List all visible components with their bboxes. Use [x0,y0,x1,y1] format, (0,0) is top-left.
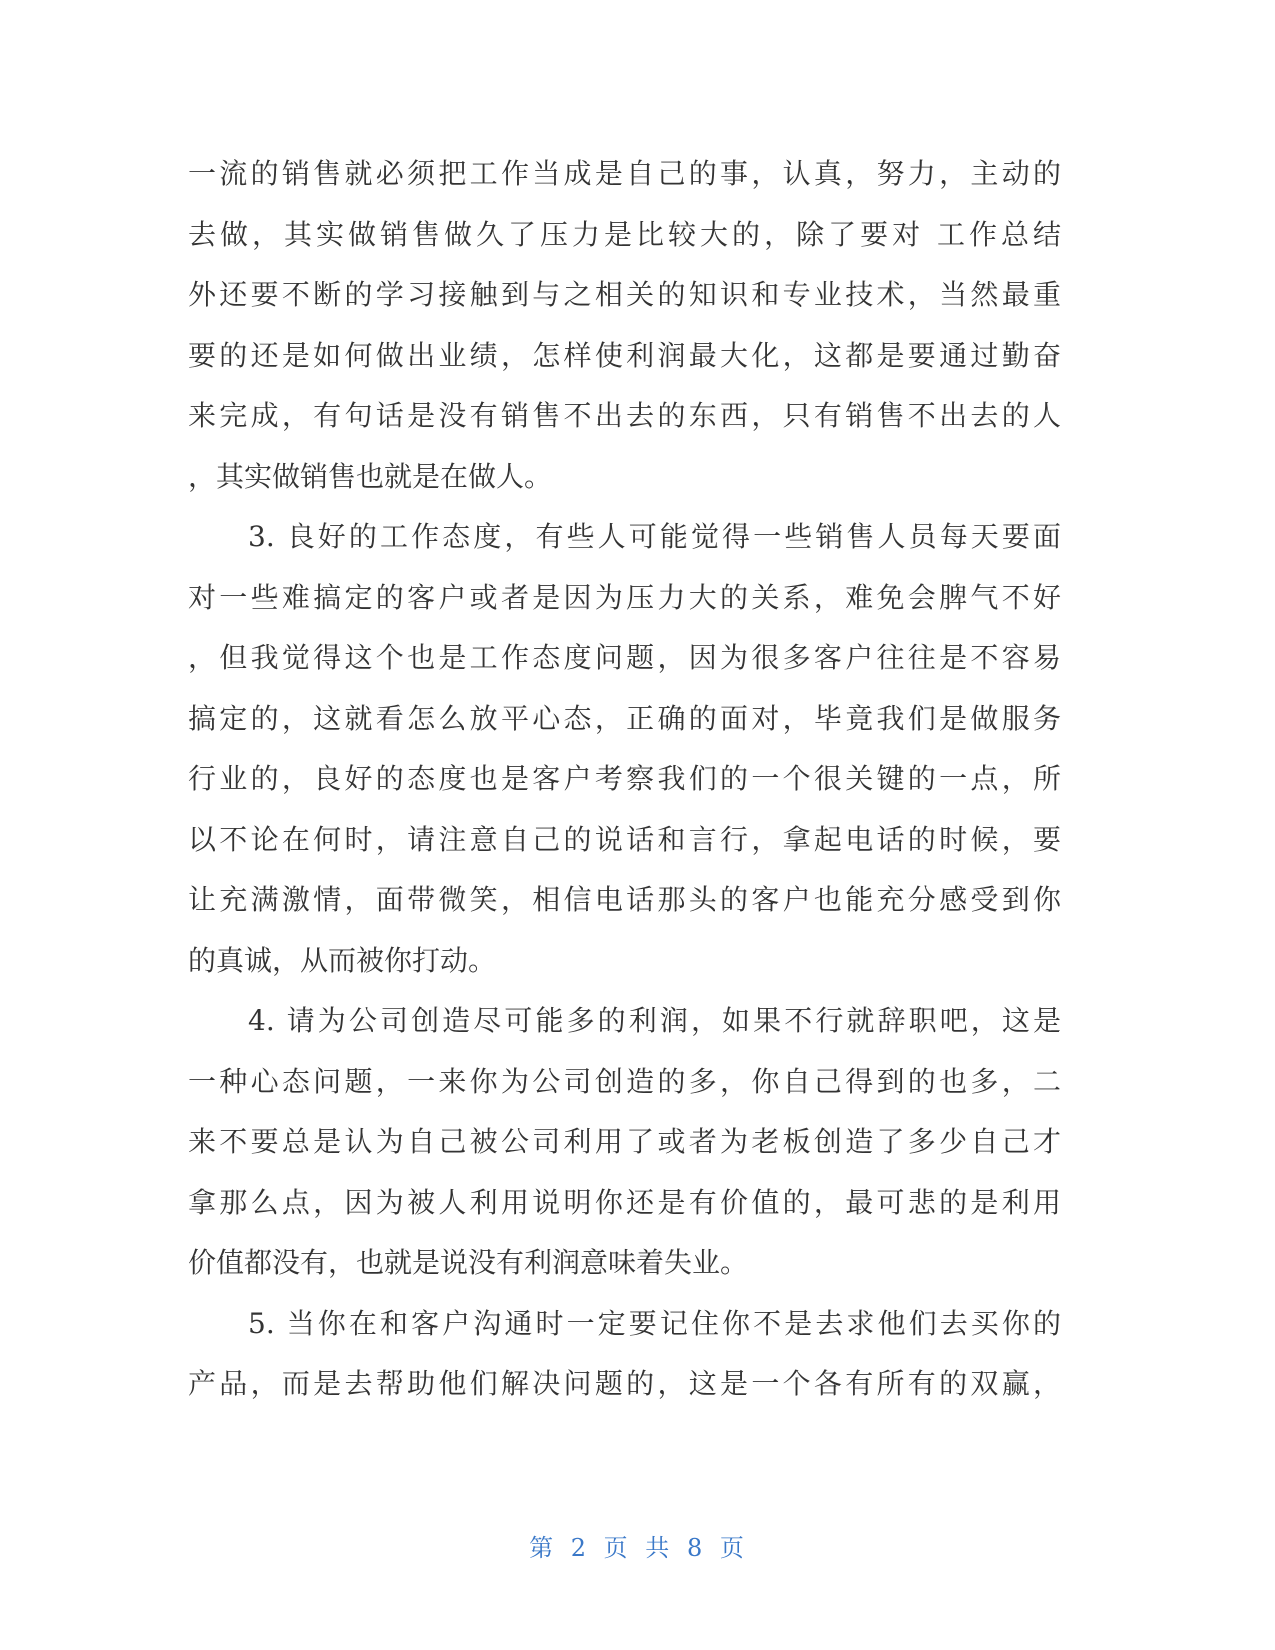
paragraph-5-first-line: 5. 当你在和客户沟通时一定要记住你不是去求他们去买你的 [248,1306,1061,1340]
text-line: ，其实做销售也就是在做人。 [188,459,553,493]
text-line: 搞定的，这就看怎么放平心态，正确的面对，毕竟我们是做服务 [188,701,1061,735]
text-line: 去做，其实做销售做久了压力是比较大的，除了要对 工作总结 [188,217,1061,251]
text-line: 一流的销售就必须把工作当成是自己的事，认真，努力，主动的 [188,157,1061,190]
text-line: ，但我觉得这个也是工作态度问题，因为很多客户往往是不容易 [188,641,1061,674]
text-line: 以不论在何时，请注意自己的说话和言行，拿起电话的时候，要 [188,822,1061,856]
text-line: 要的还是如何做出业绩，怎样使利润最大化，这都是要通过勤奋 [188,338,1061,372]
text-line: 来完成，有句话是没有销售不出去的东西，只有销售不出去的人 [188,399,1061,432]
text-line: 价值都没有，也就是说没有利润意味着失业。 [188,1246,749,1279]
text-line: 拿那么点，因为被人利用说明你还是有价值的，最可悲的是利用 [188,1185,1061,1219]
paragraph-4-first-line: 4. 请为公司创造尽可能多的利润，如果不行就辞职吧，这是 [248,1004,1061,1037]
text-line: 行业的，良好的态度也是客户考察我们的一个很关键的一点，所 [188,762,1061,795]
text-line: 一种心态问题，一来你为公司创造的多，你自己得到的也多，二 [188,1064,1061,1098]
document-body [188,144,1061,1415]
text-line: 来不要总是认为自己被公司利用了或者为老板创造了多少自己才 [188,1125,1061,1158]
paragraph-3-first-line: 3. 良好的工作态度，有些人可能觉得一些销售人员每天要面 [248,520,1061,553]
text-line: 的真诚，从而被你打动。 [188,943,497,977]
text-line: 对一些难搞定的客户或者是因为压力大的关系，难免会脾气不好 [188,580,1061,614]
text-line: 外还要不断的学习接触到与之相关的知识和专业技术，当然最重 [188,278,1061,311]
text-line: 产品，而是去帮助他们解决问题的，这是一个各有所有的双赢， [188,1367,1061,1400]
page-number-footer: 第 2 页 共 8 页 [529,1534,746,1562]
text-line: 让充满激情，面带微笑，相信电话那头的客户也能充分感受到你 [188,883,1061,916]
